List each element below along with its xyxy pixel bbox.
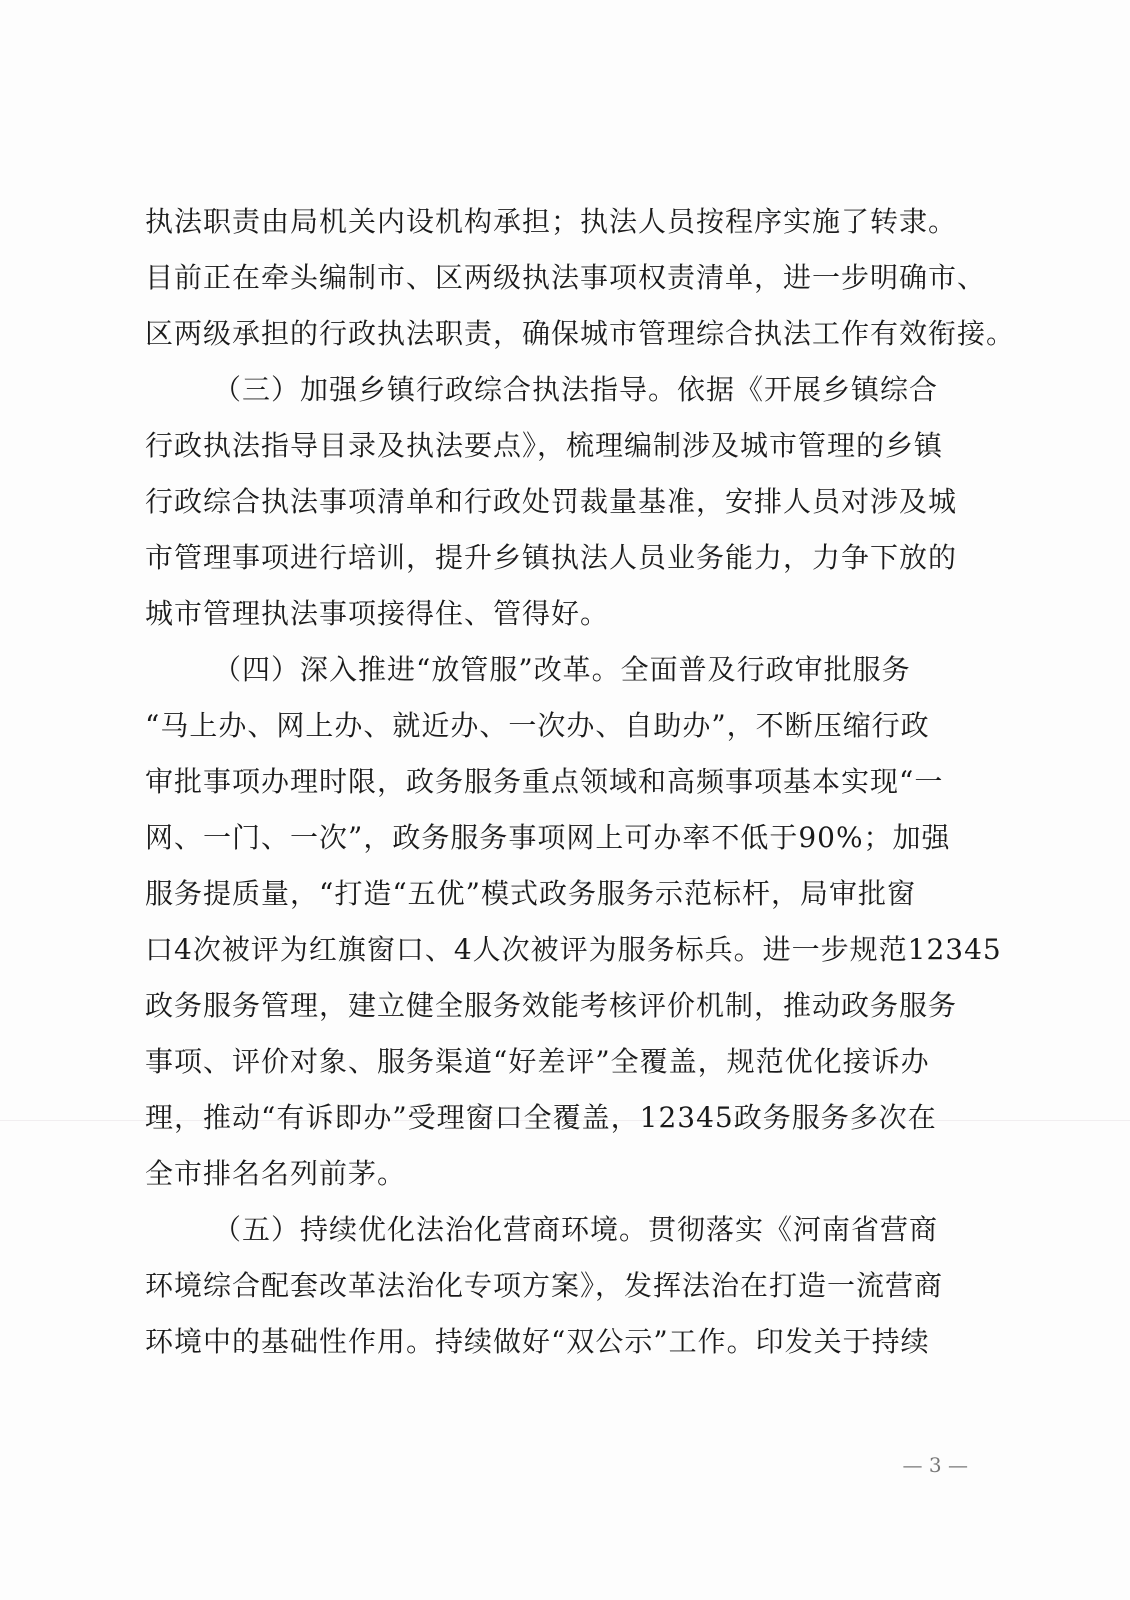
text-line-10: “马上办、网上办、就近办、一次办、自助办”，不断压缩行政: [145, 709, 930, 742]
text-line-8: 城市管理执法事项接得住、管得好。: [145, 597, 610, 630]
text-line-14: 口4次被评为红旗窗口、4人次被评为服务标兵。进一步规范12345: [145, 933, 1002, 966]
text-line-12: 网、一门、一次”，政务服务事项网上可办率不低于90%；加强: [145, 821, 951, 854]
section-4-heading-line: （四）深入推进“放管服”改革。全面普及行政审批服务: [213, 653, 911, 686]
text-line-13: 服务提质量，“打造“五优”模式政务服务示范标杆，局审批窗: [145, 877, 916, 910]
section-3-heading-line: （三）加强乡镇行政综合执法指导。依据《开展乡镇综合: [213, 373, 939, 406]
text-line-11: 审批事项办理时限，政务服务重点领域和高频事项基本实现“一: [145, 765, 944, 798]
text-line-2: 目前正在牵头编制市、区两级执法事项权责清单，进一步明确市、: [145, 261, 987, 294]
text-line-21: 环境中的基础性作用。持续做好“双公示”工作。印发关于持续: [145, 1325, 930, 1358]
text-line-16: 事项、评价对象、服务渠道“好差评”全覆盖，规范优化接诉办: [145, 1045, 930, 1078]
text-line-7: 市管理事项进行培训，提升乡镇执法人员业务能力，力争下放的: [145, 541, 958, 574]
text-line-1: 执法职责由局机关内设机构承担；执法人员按程序实施了转隶。: [145, 205, 958, 238]
text-line-5: 行政执法指导目录及执法要点》，梳理编制涉及城市管理的乡镇: [145, 429, 944, 462]
text-line-3: 区两级承担的行政执法职责，确保城市管理综合执法工作有效衔接。: [145, 317, 1016, 350]
text-line-17: 理，推动“有诉即办”受理窗口全覆盖，12345政务服务多次在: [145, 1101, 937, 1134]
text-line-18: 全市排名名列前茅。: [145, 1157, 407, 1190]
section-5-heading-line: （五）持续优化法治化营商环境。贯彻落实《河南省营商: [213, 1213, 939, 1246]
page-number: — 3 —: [902, 1453, 968, 1477]
text-line-6: 行政综合执法事项清单和行政处罚裁量基准，安排人员对涉及城: [145, 485, 958, 518]
text-line-15: 政务服务管理，建立健全服务效能考核评价机制，推动政务服务: [145, 989, 958, 1022]
text-line-20: 环境综合配套改革法治化专项方案》，发挥法治在打造一流营商: [145, 1269, 944, 1302]
